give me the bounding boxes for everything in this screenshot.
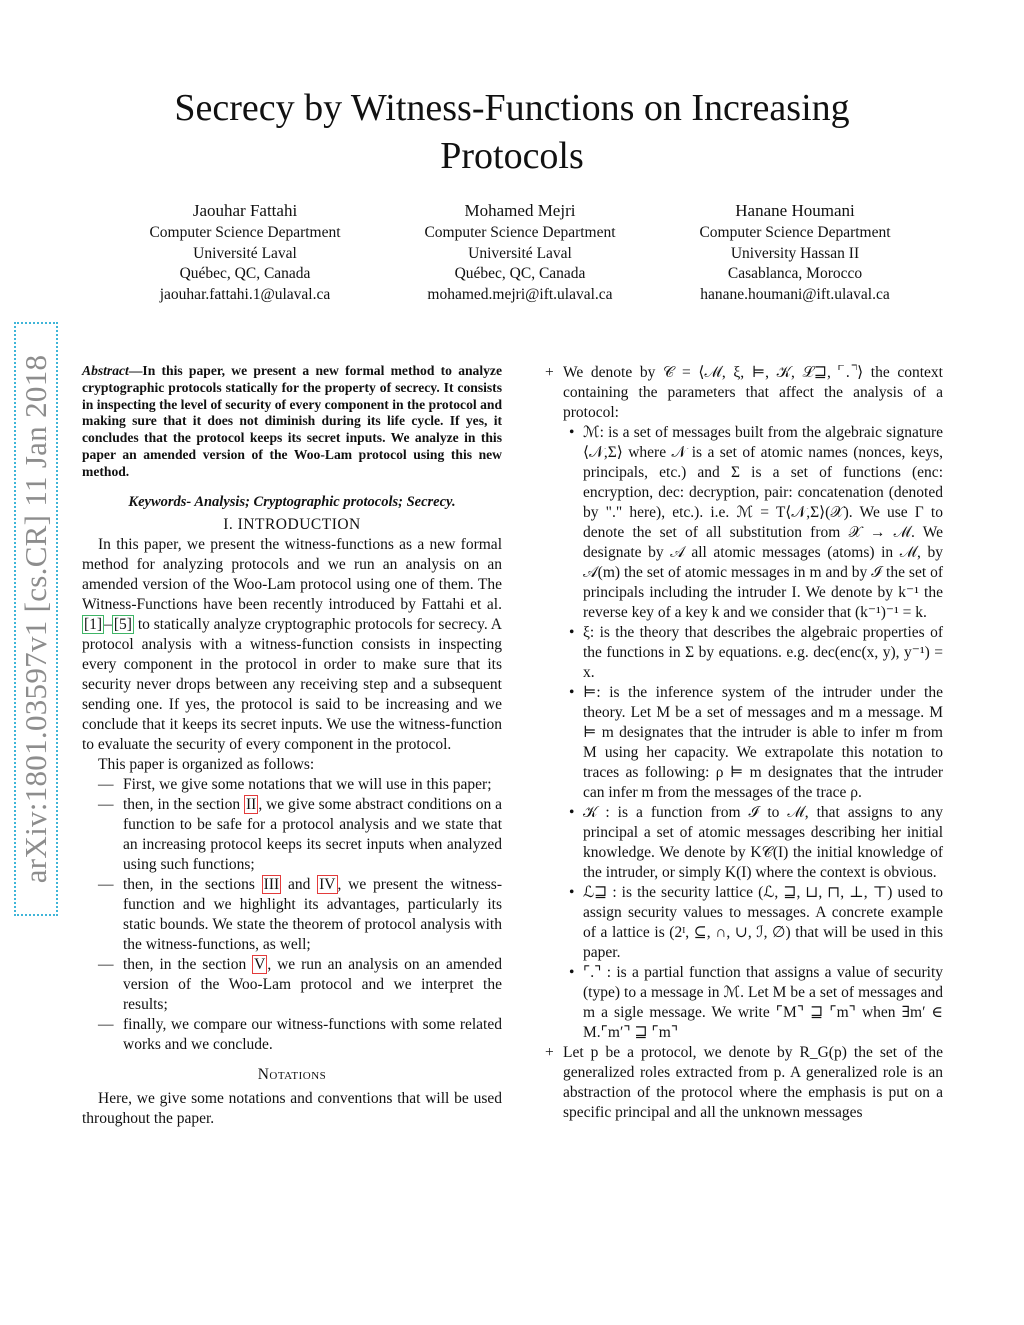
- author-email[interactable]: hanane.houmani@ift.ulaval.ca: [700, 285, 890, 303]
- author-1: [110, 200, 380, 305]
- author-dept: Computer Science Department: [424, 224, 616, 241]
- author-city: Casablanca, Morocco: [727, 265, 863, 283]
- section-link[interactable]: III: [263, 875, 280, 893]
- author-name: Hanane Houmani: [735, 201, 855, 220]
- author-univ: University Hassan II: [730, 244, 860, 262]
- subsection-heading-notations: Notations: [257, 1065, 327, 1083]
- list-item: [543, 363, 943, 1043]
- section-link[interactable]: IV: [319, 875, 336, 893]
- author-dept: Computer Science Department: [699, 224, 891, 241]
- text-run: In this paper, we present the witness-functions as a new formal method for analyzing protocols and we run an analysis on an amended version of the Woo-Lam protocol using one of them. The Witness-Functions have been recently introduced by Fattahi et al.: [82, 535, 502, 613]
- notations-paragraph: Here, we give some notations and conventions that will be used throughout the paper.: [82, 1089, 502, 1127]
- text-run: –: [104, 615, 112, 633]
- text-run: then, in the sections: [123, 875, 262, 893]
- author-name: Mohamed Mejri: [464, 201, 576, 220]
- list-item: — First, we give some notations that we will use in this paper;: [82, 775, 502, 795]
- author-3: [660, 200, 930, 305]
- list-item: • 𝒦 : is a function from ℐ to ℳ, that assigns to any principal a set of atomic messages describing her initial knowledge. We denote by K𝒞(I) the initial knowledge of the intruder, or simply K(I) where the context is obvious.: [563, 803, 943, 883]
- text-run: then, in the section: [123, 955, 253, 973]
- section-link[interactable]: II: [245, 795, 257, 813]
- author-name: Jaouhar Fattahi: [192, 201, 298, 220]
- list-item: [82, 795, 502, 875]
- section-link[interactable]: V: [254, 955, 266, 973]
- list-item: — finally, we compare our witness-functions with some related works and we conclude.: [82, 1015, 502, 1055]
- author-city: Québec, QC, Canada: [179, 265, 311, 283]
- list-item: • ℒ⊒ : is the security lattice (ℒ, ⊒, ⊔, ⊓, ⊥, ⊤) used to assign security values to messages. A concrete example of a lattice is (2ᴵ, ⊆, ∩, ∪, ℐ, ∅) that will be used in this paper.: [563, 883, 943, 963]
- list-item: [82, 875, 502, 955]
- author-city: Québec, QC, Canada: [454, 265, 586, 283]
- context-components: [563, 423, 943, 1043]
- left-column: [82, 363, 502, 1129]
- author-email[interactable]: mohamed.mejri@ift.ulaval.ca: [427, 285, 613, 303]
- list-item: [82, 955, 502, 1015]
- list-item: + Let p be a protocol, we denote by R_G(p) the set of the generalized roles extracted from p. A generalized role is an abstraction of the protocol where the emphasis is put on a specific principal and all the unknown messages: [543, 1043, 943, 1123]
- list-item: • ξ: is the theory that describes the algebraic properties of the functions in Σ by equations. e.g. dec(enc(x, y), y⁻¹) = x.: [563, 623, 943, 683]
- text-run: and: [281, 875, 318, 893]
- abstract-text: —In this paper, we present a new formal method to analyze cryptographic protocols statically for the property of secrecy. It consists in inspecting the level of security of every component in the protocol and making sure that it does not diminish during its life cycle. If yes, it concludes that the protocol keeps its secret inputs. We analyze in this paper an amended version of the Woo-Lam protocol using this new method.: [82, 363, 502, 479]
- text-run: , we give some abstract conditions on a function to be safe for a protocol analysis and we state that an increasing protocol keeps its secret inputs when analyzed using such functions;: [123, 795, 502, 873]
- paper-title: Secrecy by Witness-Functions on Increasing Protocols: [174, 87, 850, 177]
- intro-paragraph-2: This paper is organized as follows:: [98, 755, 315, 773]
- arxiv-id: arXiv:1801.03597v1 [cs.CR] 11 Jan 2018: [18, 354, 53, 884]
- list-item: • ⌜.⌝ : is a partial function that assigns a value of security (type) to a message in ℳ. Let M be a set of messages and m a sigle message. We write ⌜M⌝ ⊒ ⌜m⌝ when ∃m′ ∈ M.⌜m′⌝ ⊒ ⌜m⌝: [563, 963, 943, 1043]
- section-heading-introduction: I. INTRODUCTION: [223, 515, 361, 533]
- arxiv-stamp[interactable]: [14, 322, 58, 916]
- citation-link[interactable]: [1]: [84, 615, 103, 633]
- author-2: [385, 200, 655, 305]
- author-block: [110, 200, 930, 305]
- keywords: Keywords- Analysis; Cryptographic protocols; Secrecy.: [128, 493, 456, 510]
- abstract-label: Abstract: [82, 363, 129, 378]
- notation-list: [543, 363, 943, 1123]
- text-run: to statically analyze cryptographic protocols for secrecy. A protocol analysis with a witness-function consists in inspecting every component in the protocol in order to make sure that its security never drops between any receiving step and a subsequent sending one. If yes, the protocol is said to be increasing and we conclude that it keeps its secret inputs. We use the witness-function to evaluate the security of every component in the protocol.: [82, 615, 502, 753]
- text-run: , we present the witness-function and we highlight its advantages, particularly its static bounds. We state the theorem of protocol analysis with the witness-functions, as well;: [123, 875, 502, 953]
- context-definition: + We denote by 𝒞 = ⟨ℳ, ξ, ⊨, 𝒦, ℒ⊒, ⌜.⌝⟩ the context containing the parameters that affect the analysis of a protocol:: [563, 364, 943, 421]
- citation-link[interactable]: [5]: [113, 615, 132, 633]
- abstract: [82, 363, 502, 481]
- intro-paragraph-1: [82, 535, 502, 755]
- author-univ: Université Laval: [193, 244, 297, 262]
- author-email[interactable]: jaouhar.fattahi.1@ulaval.ca: [159, 285, 331, 303]
- list-item: • ⊨: is the inference system of the intruder under the theory. Let M be a set of messages and m a message. M ⊨ m designates that the intruder is able to infer m from M using her capacity. We extrapolate this notation to traces as following: ρ ⊨ m designates that the intruder can infer m from the messages of the trace ρ.: [563, 683, 943, 803]
- list-item: • ℳ: is a set of messages built from the algebraic signature ⟨𝒩,Σ⟩ where 𝒩 is a set of atomic names (nonces, keys, principals, etc.) and Σ is a set of functions (enc: encryption, dec: decryption, pair: concatenation (denoted by "." here), etc.). i.e. ℳ = T⟨𝒩,Σ⟩(𝒳). We use Γ to denote the set of all substitution from 𝒳 → ℳ. We designate by 𝒜 all atomic messages (atoms) in ℳ, by 𝒜(m) the set of atomic messages in m and by ℐ the set of principals including the intruder I. We denote by k⁻¹ the reverse key of a key k and we consider that (k⁻¹)⁻¹ = k.: [563, 423, 943, 623]
- organization-list: [82, 775, 502, 1055]
- text-run: then, in the section: [123, 795, 244, 813]
- text-run: , we run an analysis on an amended version of the Woo-Lam protocol and we interpret the results;: [123, 955, 502, 1013]
- author-dept: Computer Science Department: [149, 224, 341, 241]
- right-column: [543, 363, 943, 1123]
- author-univ: Université Laval: [468, 244, 572, 262]
